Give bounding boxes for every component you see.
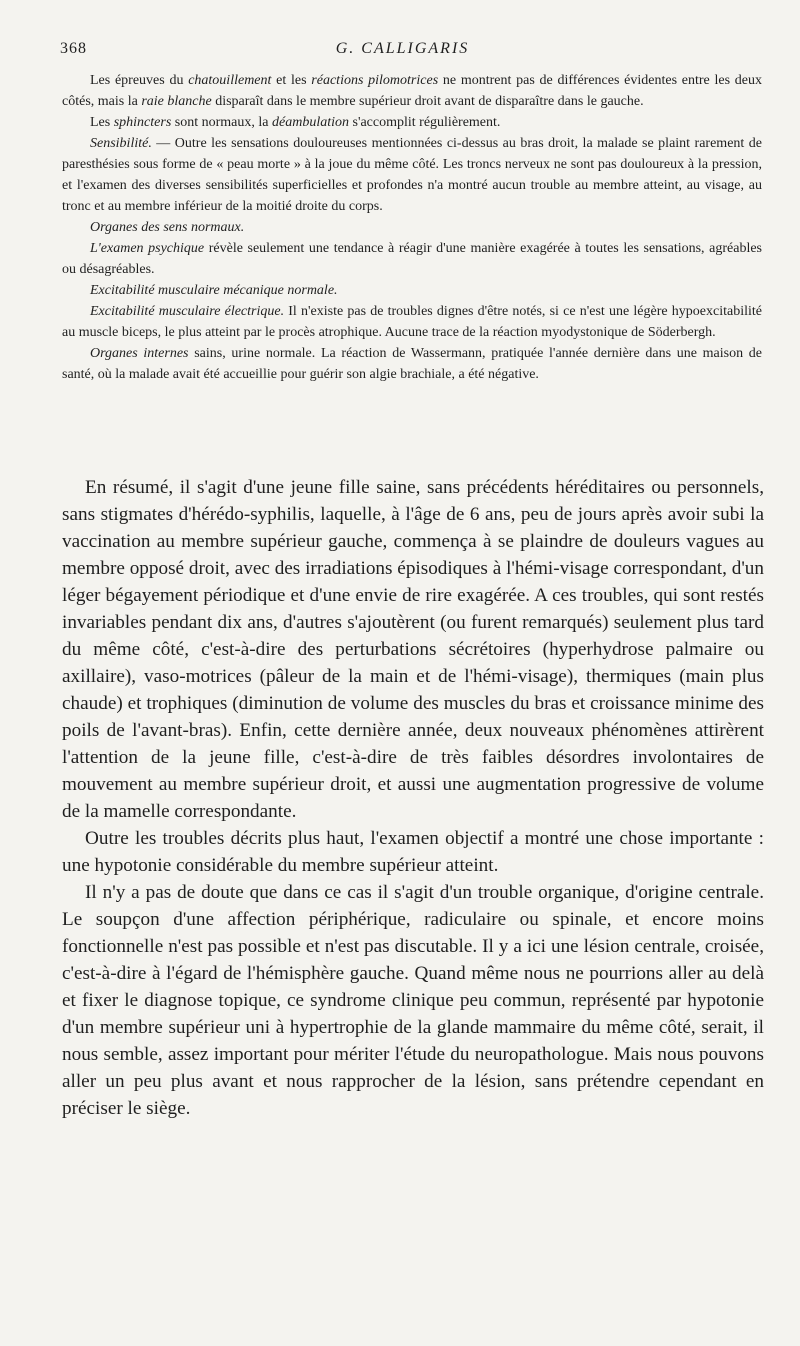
clinical-findings-block — [62, 70, 762, 385]
italic-run: Sensibilité. — [90, 136, 152, 151]
text-run: — Outre les sensations douloureuses mentionnées ci-dessus au bras droit, la malade se plaint rarement de paresthésies sous forme de « peau morte » à la joue du même côté. Les troncs nerveux ne sont pas douloureux à la pression, et l'examen des diverses sensibilités superficielles et profondes n'a montré aucun trouble au membre atteint, au visage, au tronc et au membre inférieur de la moitié droite du corps. — [62, 136, 762, 214]
paragraph-discussion: Il n'y a pas de doute que dans ce cas il s'agit d'un trouble organique, d'origine centrale. Le soupçon d'une affection périphérique, radiculaire ou spinale, et encore moins fonctionnelle n'est pas possible et n'est pas discutable. Il y a ici une lésion centrale, croisée, c'est-à-dire à l'égard de l'hémisphère gauche. Quand même nous ne pourrions aller au delà et fixer le diagnose topique, ce syndrome clinique peu commun, représenté par hypotonie d'un membre supérieur uni à hypertrophie de la glande mammaire du même côté, serait, il nous semble, assez important pour mériter l'étude du neuropathologue. Mais nous pouvons aller un peu plus avant et nous rapprocher de la lésion, sans prétendre cependant en préciser le siège. — [62, 882, 764, 1119]
italic-run: déambulation — [272, 115, 349, 130]
text-run: Les — [90, 115, 114, 130]
italic-run: Excitabilité musculaire électrique. — [90, 304, 285, 319]
text-run: disparaît dans le membre supérieur droit avant de disparaître dans le gauche. — [211, 94, 644, 109]
running-head: G. CALLIGARIS — [335, 40, 470, 57]
paragraph-examen-objectif: Outre les troubles décrits plus haut, l'examen objectif a montré une chose importante : une hypotonie considérable du membre supérieur atteint. — [62, 828, 764, 876]
italic-run: réactions pilomotrices — [311, 73, 439, 88]
text-run: ne montrent pas de différences évidentes entre les deux côtés, mais la — [62, 73, 762, 109]
summary-block — [62, 474, 764, 1122]
text-run: Il n'existe pas de troubles dignes d'être notés, si ce n'est une légère hypoexcitabilité au muscle biceps, le plus atteint par le procès atrophique. Aucune trace de la réaction myodystonique de Söderbergh. — [62, 304, 762, 340]
italic-run: sphincters — [113, 115, 172, 130]
text-run: sont normaux, la — [171, 115, 272, 130]
text-run: Les épreuves du — [90, 73, 189, 88]
paragraph-excitabilite-electrique — [62, 301, 762, 343]
italic-run: raie blanche — [141, 94, 212, 109]
paragraph-sphincters — [62, 112, 762, 133]
text-run: révèle seulement une tendance à réagir d'une manière exagérée à toutes les sensations, agréables ou désagréables. — [62, 241, 763, 277]
paragraph-resume: En résumé, il s'agit d'une jeune fille saine, sans précédents héréditaires ou personnels, sans stigmates d'hérédo-syphilis, laquelle, à l'âge de 6 ans, peu de jours après avoir subi la vaccination au membre supérieur gauche, commença à se plaindre de douleurs vagues au membre opposé droit, avec des irradiations épisodiques à l'hémi-visage correspondant, d'un léger bégayement périodique et d'une envie de rire exagérée. A ces troubles, qui sont restés invariables pendant dix ans, d'autres s'ajoutèrent (ou furent remarqués) seulement plus tard du même côté, c'est-à-dire des perturbations sécrétoires (hyperhydrose palmaire ou axillaire), vaso-motrices (pâleur de la main et de l'hémi-visage), thermiques (main plus chaude) et trophiques (diminution de volume des muscles du bras et croissance minime des poils de l'avant-bras). Enfin, cette dernière année, deux nouveaux phénomènes attirèrent l'attention de la jeune fille, c'est-à-dire de très faibles désordres involontaires de mouvement au membre supérieur droit, et aussi une augmentation progressive de volume de la mamelle correspondante. — [62, 477, 764, 822]
paragraph-examen-psychique — [62, 238, 762, 280]
paragraph-organes-sens — [62, 217, 762, 238]
paragraph-organes-internes — [62, 343, 762, 385]
text-run: s'accomplit régulièrement. — [349, 115, 501, 130]
text-run: et les — [271, 73, 312, 88]
paragraph-excitabilite-mecanique — [62, 280, 762, 301]
text-run: sains, urine normale. La réaction de Wassermann, pratiquée l'année dernière dans une maison de santé, où la malade avait été accueillie pour guérir son algie brachiale, a été négative. — [62, 346, 762, 382]
paragraph-sensibilite — [62, 133, 762, 217]
italic-run: Excitabilité musculaire mécanique normale. — [90, 283, 338, 298]
paragraph-chatouillement — [62, 70, 762, 112]
page-number: 368 — [60, 40, 87, 57]
italic-run: Organes des sens normaux. — [90, 220, 245, 235]
italic-run: L'examen psychique — [90, 241, 205, 256]
italic-run: Organes internes — [90, 346, 189, 361]
italic-run: chatouillement — [188, 73, 272, 88]
